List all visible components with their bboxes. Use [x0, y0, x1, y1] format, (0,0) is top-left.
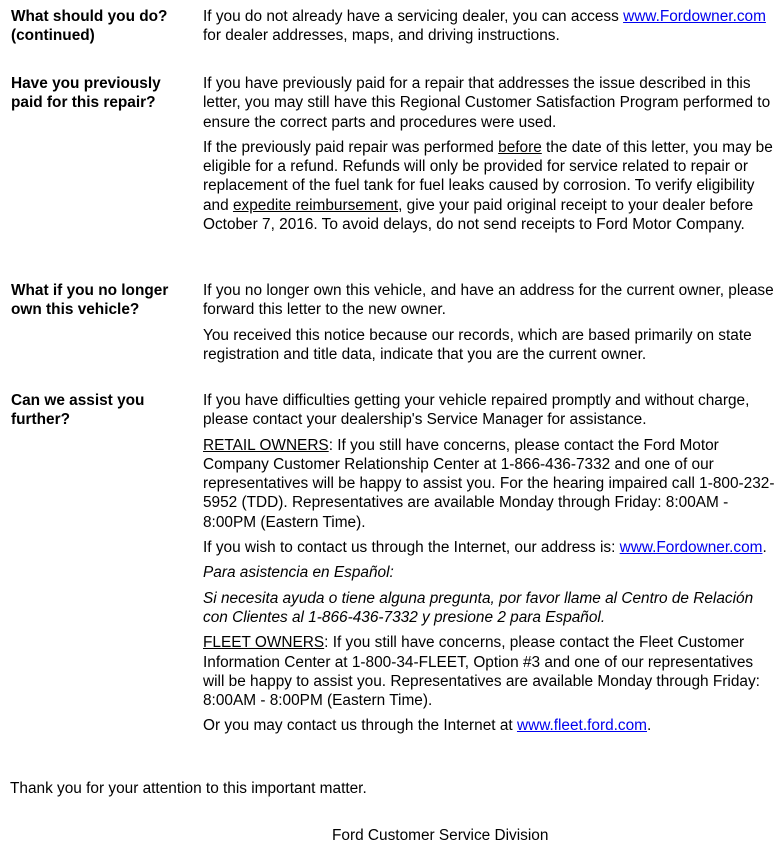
retail-owners-label: RETAIL OWNERS	[203, 436, 329, 454]
paragraph-fleet	[203, 633, 778, 710]
section-heading: Can we assist you further?	[11, 392, 145, 429]
text: If you do not already have a servicing dealer, you can access	[203, 8, 624, 25]
text: .	[762, 539, 767, 557]
text: for dealer addresses, maps, and driving instructions.	[203, 27, 560, 45]
paragraph: If you have difficulties getting your vehicle repaired promptly and without charge, please contact your dealership's Service Manager for assistance.	[203, 392, 750, 429]
text: : If you still have concerns, please contact the Ford Motor Company Customer Relationship Center at 1-866-436-7332 and one of our representatives will be happy to assist you. For the hearing impaired call 1-800-232-5952 (TDD). Representatives are available Monday through Friday: 8:00AM - 8:00PM (Eastern Time).	[203, 436, 775, 531]
text: , give your paid original receipt to your dealer before October 7, 2016. To avoid delays, do not send receipts to Ford Motor Company.	[203, 196, 754, 234]
paragraph: You received this notice because our records, which are based primarily on state registration and title data, indicate that you are the current owner.	[203, 326, 752, 363]
text: If the previously paid repair was performed	[203, 138, 499, 156]
paragraph	[203, 7, 778, 46]
text: the date of this letter, you may be eligible for a refund. Refunds will only be provided for service related to repair or replacement of the fuel tank for fuel leaks caused by corrosion. To verify eligibility and	[203, 138, 773, 214]
signature: Ford Customer Service Division	[332, 827, 549, 844]
text: .	[646, 717, 652, 735]
text: Or you may contact us through the Internet at	[203, 717, 517, 735]
paragraph: If you no longer own this vehicle, and have an address for the current owner, please forward this letter to the new owner.	[203, 282, 774, 319]
spanish-heading: Para asistencia en Español:	[203, 564, 394, 582]
section-heading: What should you do? (continued)	[11, 8, 168, 45]
text: : If you still have concerns, please contact the Fleet Customer Information Center at 1-800-34-FLEET, Option #3 and one of our representatives will be happy to assist you. Representatives are available Monday through Friday: 8:00AM - 8:00PM (Eastern Time).	[203, 634, 760, 710]
section-heading: What if you no longer own this vehicle?	[11, 282, 169, 319]
section-body	[203, 391, 778, 742]
underlined-text: before	[498, 138, 542, 156]
fordowner-link[interactable]: www.Fordowner.com	[623, 8, 766, 25]
paragraph-refund	[203, 138, 778, 234]
underlined-text: expedite reimbursement	[232, 196, 399, 214]
section-body	[203, 7, 778, 52]
paragraph-fleet-internet	[203, 716, 778, 735]
fleet-owners-label: FLEET OWNERS	[203, 634, 325, 652]
fordowner-link[interactable]: www.Fordowner.com	[619, 539, 763, 557]
section-heading: Have you previously paid for this repair?	[11, 75, 161, 112]
paragraph-retail	[203, 436, 778, 532]
section-body	[203, 74, 778, 240]
paragraph-internet	[203, 538, 778, 557]
section-body	[203, 281, 778, 370]
text: If you wish to contact us through the Internet, our address is:	[203, 539, 620, 557]
spanish-paragraph: Si necesita ayuda o tiene alguna pregunta, por favor llame al Centro de Relación con Clientes al 1-866-436-7332 y presione 2 para Español.	[203, 589, 754, 626]
paragraph: If you have previously paid for a repair that addresses the issue described in this letter, you may still have this Regional Customer Satisfaction Program performed to ensure the correct parts and procedures were used.	[203, 75, 771, 131]
closing-line: Thank you for your attention to this important matter.	[10, 780, 367, 797]
fleet-ford-link[interactable]: www.fleet.ford.com	[516, 717, 647, 735]
